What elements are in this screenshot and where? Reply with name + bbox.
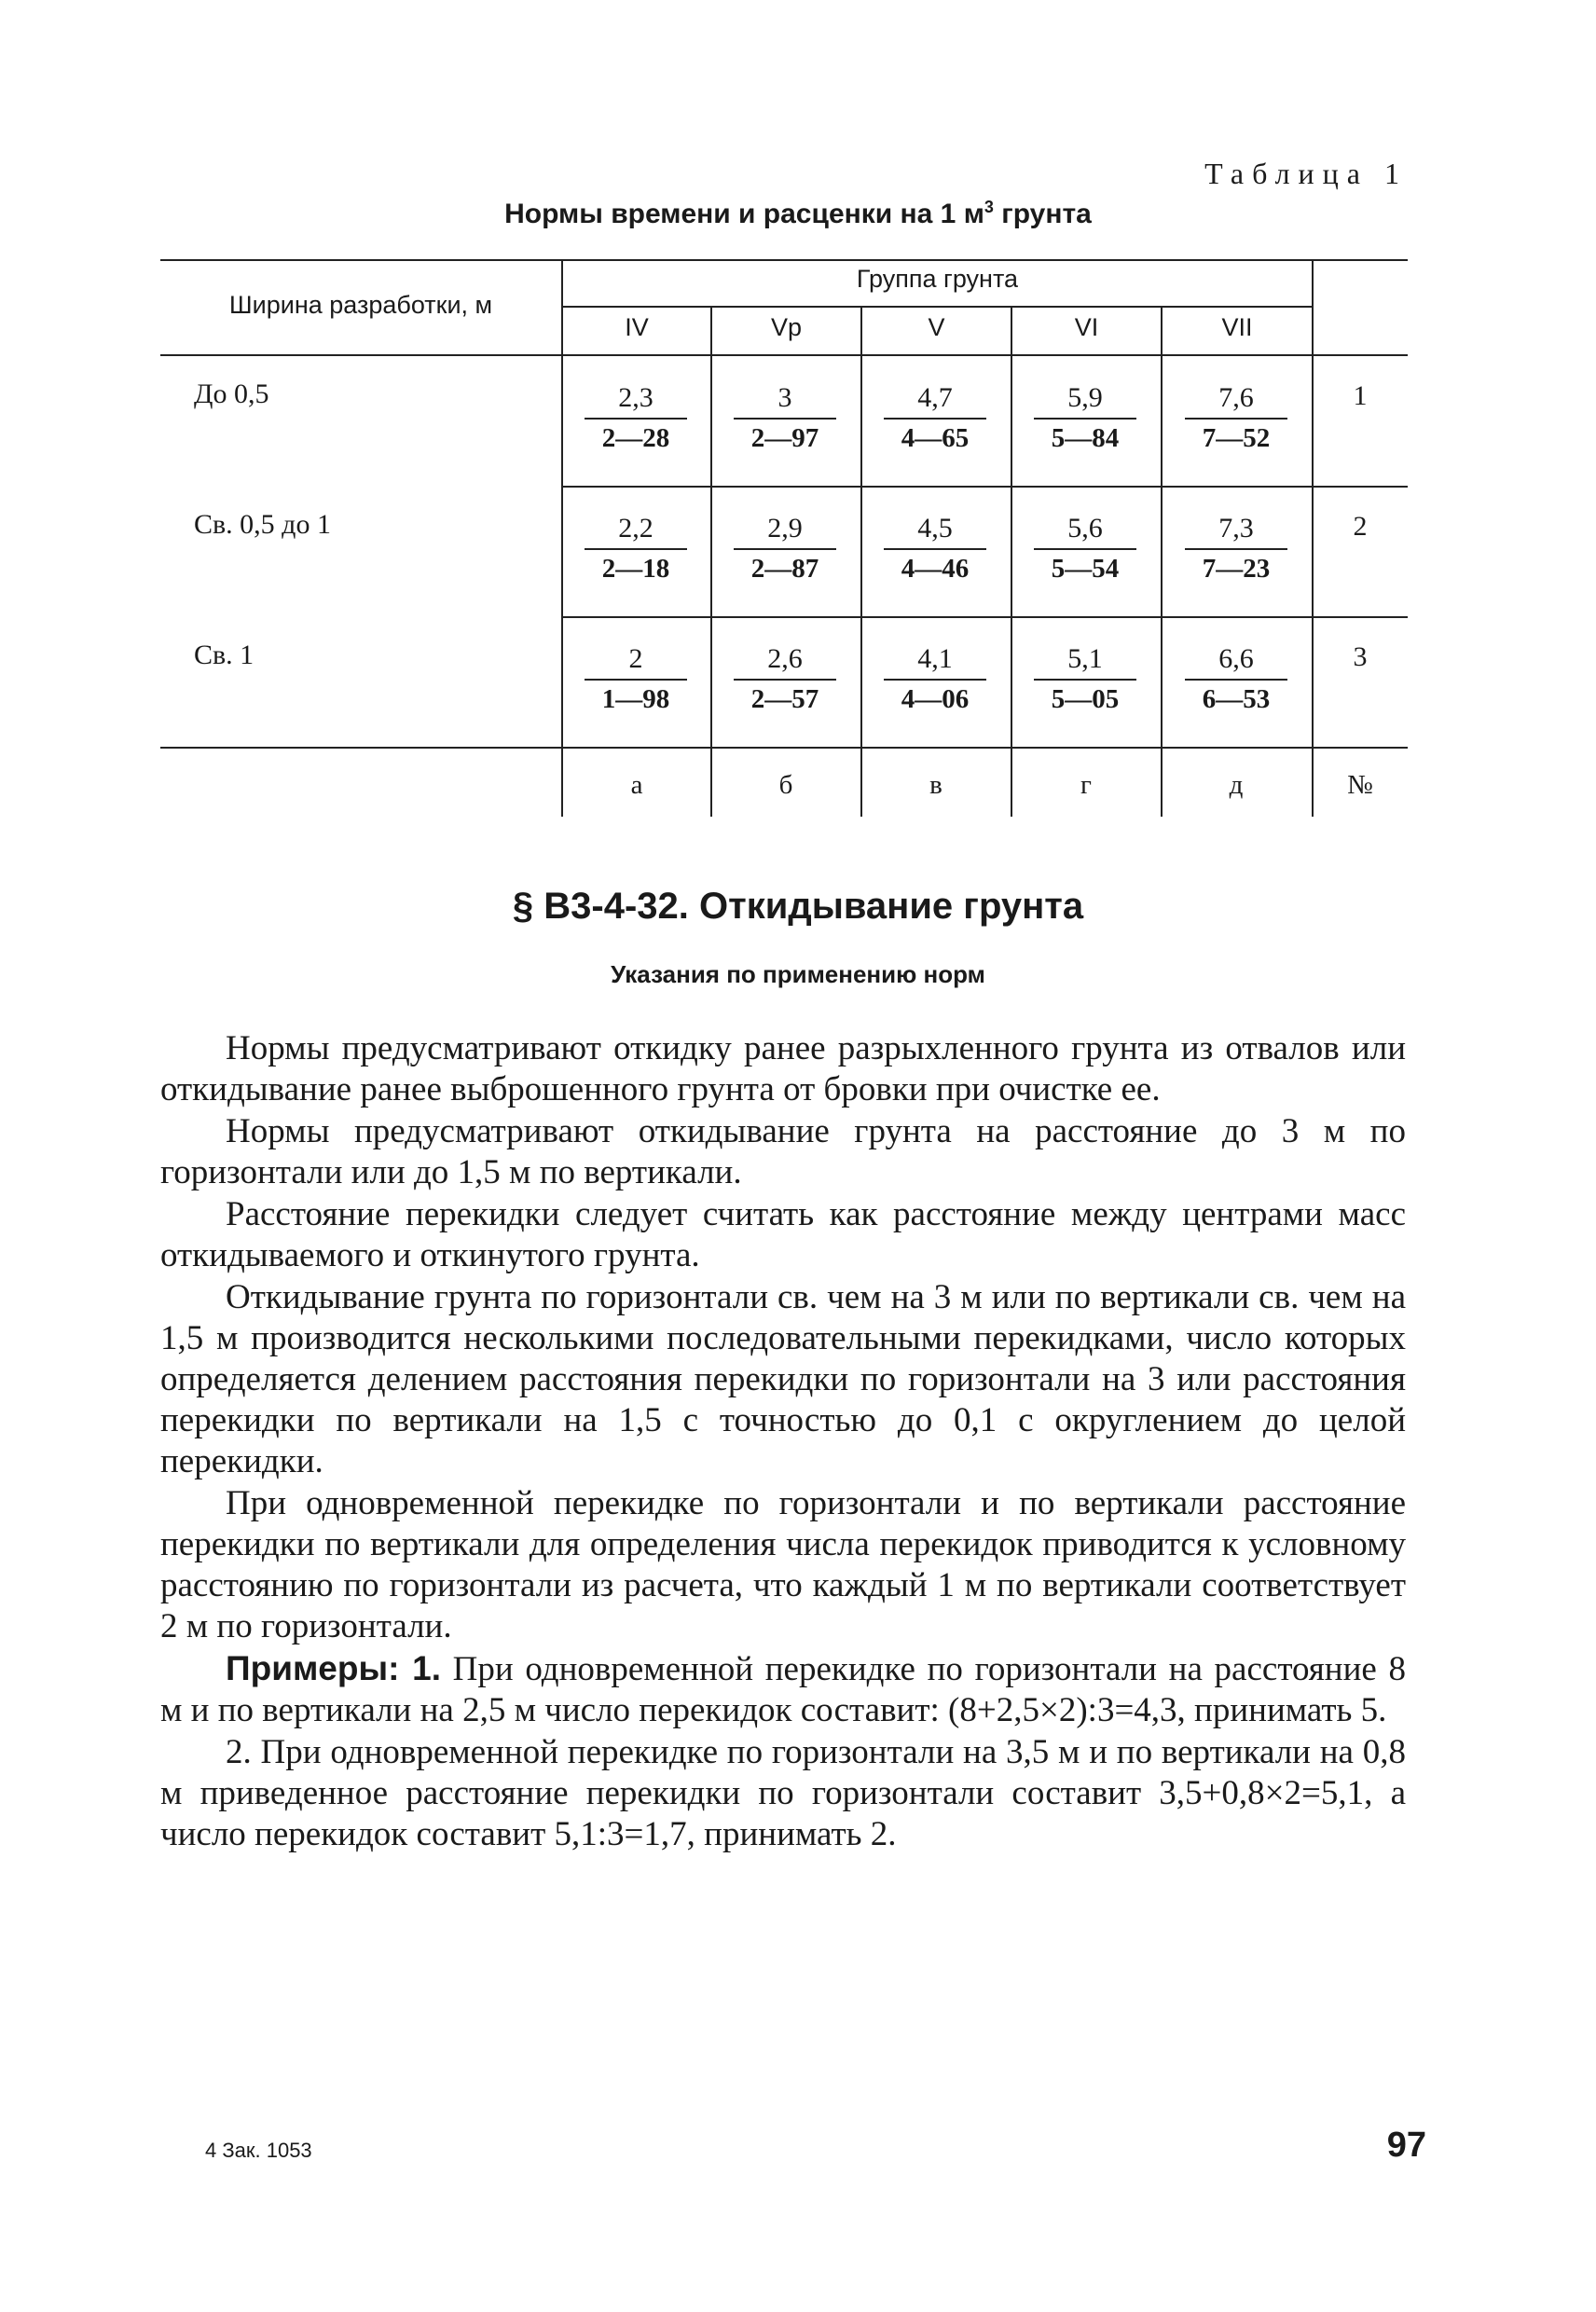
col-letter-a: а [630,770,643,800]
header-group: Группа грунта [856,265,1019,293]
paragraph-4: Откидывание грунта по горизонтали св. чем на 3 м или по вертикали св. чем на 1,5 м производится несколькими последовательными перекидками, число которых определяется делением расстояния перекидки по горизонтали на 3 или расстояния перекидки по вертикали на 1,5 с точностью до 0,1 с округлением до целой перекидки. [160,1278,1406,1480]
cell-3e: $\frac{6,6}{6—53}$ [1185,643,1287,718]
row-label-2: Св. 0,5 до 1 [194,509,331,540]
cell-3d: $\frac{5,1}{5—05}$ [1034,643,1136,718]
section-subheading: Указания по применению норм [611,960,985,988]
paragraph-1: Нормы предусматривают откидку ранее разрыхленного грунта из отвалов или откидывание ранее выброшенного грунта от бровки при очистке ее. [160,1029,1406,1108]
paragraph-3: Расстояние перекидки следует считать как расстояние между центрами масс откидываемого и откинутого грунта. [160,1195,1406,1274]
cell-3c: $\frac{4,1}{4—06}$ [884,643,986,718]
col-letter-g: г [1080,770,1092,800]
col-divider-5 [1312,259,1314,817]
paragraph-2: Нормы предусматривают откидывание грунта на расстояние до 3 м по горизонтали или до 1,5 м по вертикали. [160,1112,1406,1191]
table-data-bottom-rule [160,747,1408,749]
row-number-2: 2 [1353,511,1368,542]
norms-table [160,259,1408,817]
cell-2b: $\frac{2,9}{2—87}$ [734,513,836,587]
paragraph-5: При одновременной перекидке по горизонтали и по вертикали расстояние перекидки по вертикали для определения числа перекидок приводится к условному расстоянию по горизонтали из расчета, что каждый 1 м по вертикали соответствует 2 м по горизонтали. [160,1484,1406,1645]
row-number-3: 3 [1353,641,1368,672]
col-letter-v: в [929,770,942,800]
group-vii: VII [1221,313,1253,341]
group-vr: Vр [770,313,803,341]
cell-2e: $\frac{7,3}{7—23}$ [1185,513,1287,587]
col-divider-2 [860,306,862,817]
example-1: Примеры: 1. При одновременной перекидке по горизонтали на расстояние 8 м и по вертикали на 2,5 м число перекидок составит: (8+2,5×2):3=4,3, принимать 5. [160,1649,1407,1729]
cell-3b: $\frac{2,6}{2—57}$ [734,643,836,718]
group-header-rule [561,306,1314,308]
table-label: Таблица 1 [1204,157,1408,190]
row-label-1: До 0,5 [194,378,269,409]
col-divider-4 [1161,306,1163,817]
cell-2c: $\frac{4,5}{4—46}$ [884,513,986,587]
col-divider-1 [710,306,712,817]
row-rule-2 [561,616,1408,618]
section-body [160,1028,1406,1855]
col-letter-d: д [1229,770,1244,800]
row-number-1: 1 [1353,380,1368,411]
table-top-rule [160,259,1408,261]
example-2: 2. При одновременной перекидке по горизонтали на 3,5 м и по вертикали на 0,8 м приведенное расстояние перекидки по горизонтали составит 3,5+0,8×2=5,1, а число перекидок составит 5,1:3=1,7, принимать 2. [160,1733,1406,1853]
footer-order-number: 4 Зак. 1053 [205,2139,312,2162]
group-v: V [928,313,945,341]
header-bottom-rule [160,354,1408,356]
col-divider-3 [1011,306,1012,817]
cell-1c: $\frac{4,7}{4—65}$ [884,382,986,457]
col-divider-0 [561,259,563,817]
table-title: Нормы времени и расценки на 1 $м^3$ грунта [504,198,1092,229]
cell-2d: $\frac{5,6}{5—54}$ [1034,513,1136,587]
row-label-3: Св. 1 [194,640,255,670]
header-width: Ширина разработки, м [228,291,493,319]
cell-1a: $\frac{2,3}{2—28}$ [585,382,687,457]
row-rule-1 [561,486,1408,488]
cell-2a: $\frac{2,2}{2—18}$ [585,513,687,587]
cell-3a: $\frac{2}{1—98}$ [585,643,687,718]
examples-label: Примеры: 1. [226,1649,441,1687]
col-letter-number-sign: № [1347,770,1373,800]
cell-1b: $\frac{3}{2—97}$ [734,382,836,457]
cell-1e: $\frac{7,6}{7—52}$ [1185,382,1287,457]
group-iv: IV [625,313,649,341]
page-number: 97 [1386,2126,1426,2165]
section-heading: § В3-4-32. Откидывание грунта [512,886,1084,927]
col-letter-b: б [778,770,793,800]
group-vi: VI [1074,313,1099,341]
cell-1d: $\frac{5,9}{5—84}$ [1034,382,1136,457]
